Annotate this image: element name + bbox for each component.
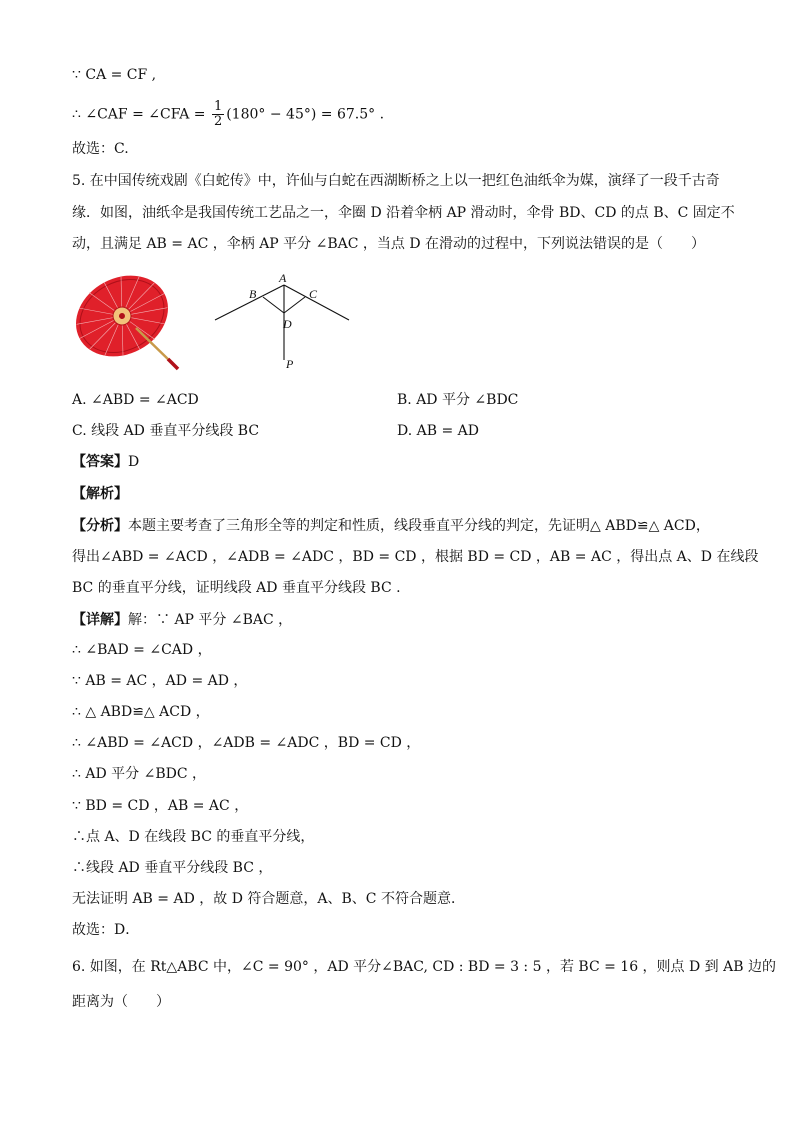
prev-line-2-post: (180° − 45°) = 67.5° . (226, 106, 385, 123)
segment-CD (284, 297, 305, 313)
prev-line-1: ∵ CA = CF , (72, 67, 157, 83)
proof-step: ∴ AD 平分 ∠BDC ， (72, 766, 206, 782)
fraction (212, 100, 224, 129)
answer-value: D (128, 454, 140, 470)
label-B: B (249, 287, 257, 301)
proof-step: ∴ △ ABD≌△ ACD ， (72, 704, 210, 720)
proof-step: ∴ ∠ABD = ∠ACD ，∠ADB = ∠ADC ，BD = CD ， (72, 735, 421, 751)
fenxi-tag: 【分析】 (72, 518, 128, 534)
prev-line-2 (72, 100, 384, 129)
proof-step: ∴ ∠BAD = ∠CAD ， (72, 642, 212, 658)
option-c: C. 线段 AD 垂直平分线段 BC (72, 423, 260, 439)
q5-stem-line-1: 5. 在中国传统戏剧《白蛇传》中，许仙与白蛇在西湖断桥之上以一把红色油纸伞为媒，演绎了一段千古奇 (72, 173, 720, 189)
q6-stem-line-1: 6. 如图，在 Rt△ABC 中，∠C = 90° ，AD 平分∠BAC, CD : BD = 3 : 5 ，若 BC = 16 ，则点 D 到 AB 边的 (72, 959, 776, 975)
fraction-numerator: 1 (213, 99, 223, 114)
label-D: D (283, 317, 292, 331)
proof-step: 故选：D． (72, 922, 140, 938)
fenxi-line-3: BC 的垂直平分线，证明线段 AD 垂直平分线段 BC . (72, 580, 401, 596)
fenxi-line-2: 得出∠ABD = ∠ACD ，∠ADB = ∠ADC ，BD = CD ，根据 BD = CD ，AB = AC ，得出点 A、D 在线段 (72, 549, 759, 565)
fenxi-text-1: 本题主要考查了三角形全等的判定和性质，线段垂直平分线的判定，先证明△ ABD≌△ ACD， (128, 518, 710, 534)
detail-text-1: 解：∵ AP 平分 ∠BAC ， (128, 612, 293, 628)
fraction-denominator: 2 (213, 114, 223, 129)
red-umbrella-image (70, 268, 190, 373)
proof-step: ∴点 A、D 在线段 BC 的垂直平分线， (72, 829, 315, 845)
proof-step: ∴线段 AD 垂直平分线段 BC ， (72, 860, 273, 876)
option-d: D. AB = AD (397, 423, 479, 439)
proof-step: ∵ BD = CD ，AB = AC ， (72, 798, 249, 814)
q6-stem-line-2: 距离为（ ） (72, 994, 170, 1010)
option-b: B. AD 平分 ∠BDC (397, 392, 519, 408)
analysis-tag: 【解析】 (72, 486, 128, 502)
q5-stem-line-3: 动，且满足 AB = AC ，伞柄 AP 平分 ∠BAC ，当点 D 在滑动的过程中，下列说法错误的是（ ） (72, 236, 706, 252)
answer-line (72, 453, 139, 471)
option-a: A. ∠ABD = ∠ACD (72, 392, 199, 408)
prev-answer-choice: 故选：C. (72, 141, 129, 157)
umbrella-geometry-diagram (205, 270, 355, 370)
prev-line-2-pre: ∴ ∠CAF = ∠CFA = (72, 106, 210, 123)
label-A: A (279, 271, 287, 285)
answer-tag: 【答案】 (72, 454, 128, 470)
detail-tag: 【详解】 (72, 612, 128, 628)
proof-step: ∵ AB = AC ，AD = AD ， (72, 673, 248, 689)
q5-stem-line-2: 缘．如图，油纸伞是我国传统工艺品之一，伞圈 D 沿着伞柄 AP 滑动时，伞骨 BD、CD 的点 B、C 固定不 (72, 205, 735, 221)
analysis-heading (72, 485, 128, 503)
label-P: P (286, 357, 294, 370)
segment-BD (263, 297, 284, 313)
fenxi-line-1 (72, 517, 710, 535)
label-C: C (309, 287, 318, 301)
proof-step: 无法证明 AB = AD ，故 D 符合题意，A、B、C 不符合题意． (72, 891, 465, 907)
umbrella-handle-tip (168, 359, 178, 369)
detail-line-1 (72, 611, 292, 629)
